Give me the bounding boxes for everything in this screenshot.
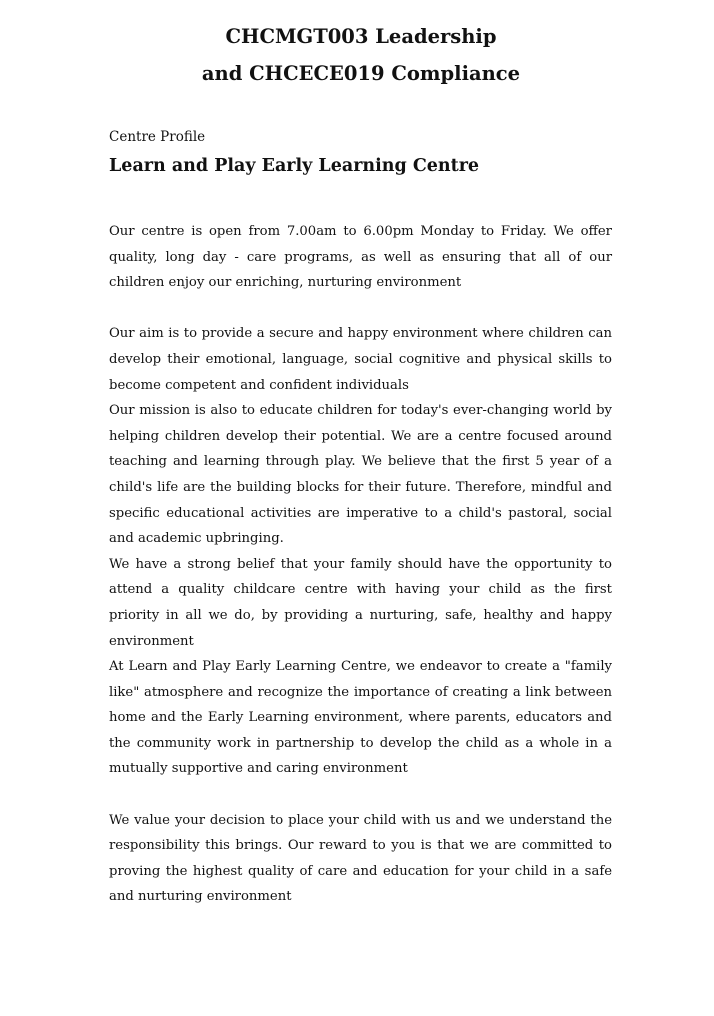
centre-name-heading: Learn and Play Early Learning Centre xyxy=(109,156,480,176)
document-title xyxy=(0,18,714,92)
section-label: Centre Profile xyxy=(109,129,206,145)
paragraph-family-atmosphere: At Learn and Play Early Learning Centre, we endeavor to create a "family like" atmosphere and recognize the importance of creating a link between home and the Early Learning environment, where parents, educators and the community work in partnership to develop the child as a whole in a mutually supportive and caring environment xyxy=(109,659,612,777)
paragraph-commitment: We value your decision to place your child with us and we understand the responsibility this brings. Our reward to you is that we are committed to proving the highest quality of care and education for your child in a safe and nurturing environment xyxy=(109,812,612,905)
paragraph-aim: Our aim is to provide a secure and happy environment where children can develop their emotional, language, social cognitive and physical skills to become competent and confident individuals xyxy=(109,326,612,393)
paragraph-belief: We have a strong belief that your family should have the opportunity to attend a quality childcare centre with having your child as the first priority in all we do, by providing a nurturing, safe, healthy and happy environment xyxy=(109,556,612,649)
paragraph-opening-hours: Our centre is open from 7.00am to 6.00pm Monday to Friday. We offer quality, long day - care programs, as well as ensuring that all of our children enjoy our enriching, nurturing environment xyxy=(109,224,612,291)
title-line-2: and CHCECE019 Compliance xyxy=(201,62,521,85)
body-text xyxy=(109,219,612,910)
title-line-1: CHCMGT003 Leadership xyxy=(225,25,497,48)
paragraph-mission: Our mission is also to educate children for today's ever-changing world by helping children develop their potential. We are a centre focused around teaching and learning through play. We believe that the first 5 year of a child's life are the building blocks for their future. Therefore, mindful and specific educational activities are imperative to a child's pastoral, social and academic upbringing. xyxy=(109,403,612,547)
